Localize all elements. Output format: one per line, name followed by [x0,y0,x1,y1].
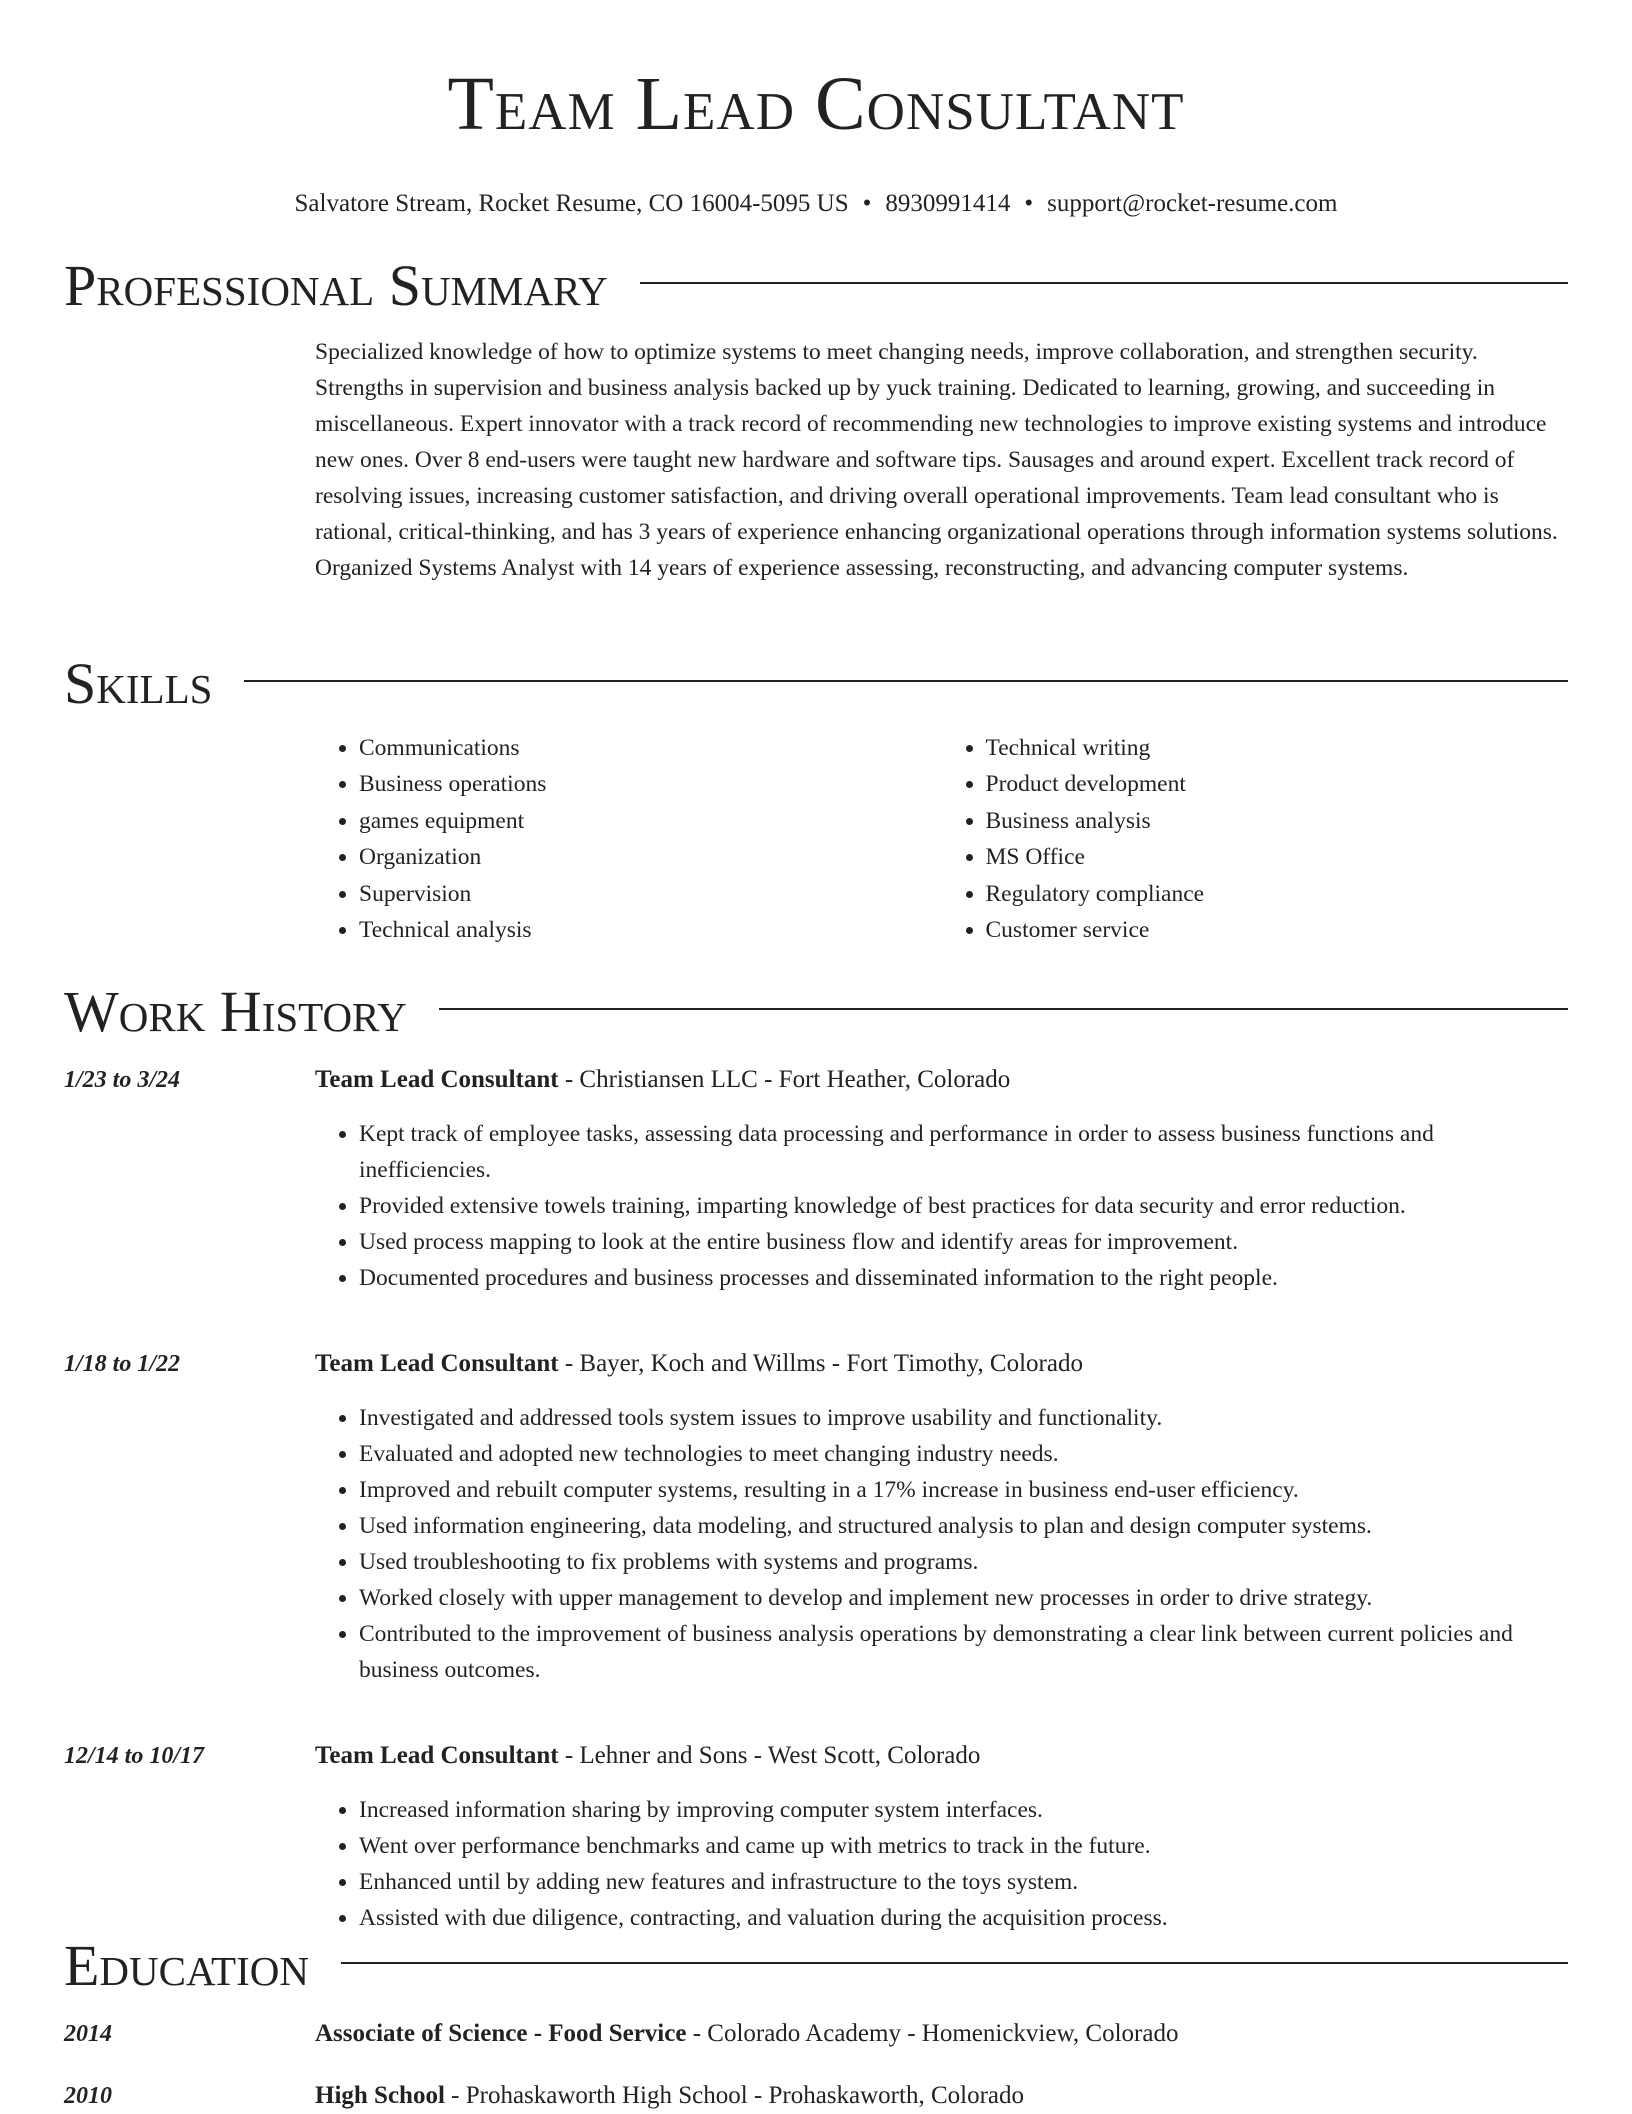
skill-item: • Supervision [359,876,942,912]
job-bullet: • Investigated and addressed tools system issues to improve usability and functionality. [359,1400,1568,1436]
skill-item: • Business operations [359,766,942,802]
education-content [315,2016,1568,2052]
education-entry [64,2078,1568,2114]
job-bullets [315,1792,1568,1936]
skills-list [315,730,1568,948]
job-bullet: • Provided extensive towels training, imparting knowledge of best practices for data security and error reduction. [359,1188,1568,1224]
job-content [315,1346,1568,1688]
contact-separator: • [1024,190,1034,217]
skills-column-left [315,730,942,948]
section-header [64,1934,1568,1998]
job-bullet: • Documented procedures and business processes and disseminated information to the right people. [359,1260,1568,1296]
section-divider [341,1962,1568,1964]
section-work-history [64,980,1568,1936]
job-dates: 1/18 to 1/22 [64,1351,181,1377]
skill-item: • Customer service [986,912,1569,948]
section-heading-summary: Professional Summary [64,253,608,318]
job-employer: - Lehner and Sons - West Scott, Colorado [558,1742,981,1769]
job-entry [64,1346,1568,1688]
section-education [64,1934,1568,2114]
contact-separator: • [862,190,872,217]
section-divider [244,680,1568,682]
skill-item: • Business analysis [986,803,1569,839]
spacer [64,1688,1568,1720]
skill-item: • Regulatory compliance [986,876,1569,912]
job-bullet: • Assisted with due diligence, contracting, and valuation during the acquisition process. [359,1900,1568,1936]
skill-item: • Product development [986,766,1569,802]
skill-item: • Communications [359,730,942,766]
job-bullet: • Used information engineering, data modeling, and structured analysis to plan and design computer systems. [359,1508,1568,1544]
job-headline [315,1738,1568,1774]
section-skills [64,652,1568,948]
section-header [64,254,1568,318]
section-heading-education: Education [64,1933,309,1998]
job-content [315,1738,1568,1936]
education-school: - Colorado Academy - Homenickview, Colorado [686,2020,1179,2047]
job-content [315,1062,1568,1296]
job-bullet: • Used troubleshooting to fix problems with systems and programs. [359,1544,1568,1580]
job-bullet: • Improved and rebuilt computer systems, resulting in a 17% increase in business end-user efficiency. [359,1472,1568,1508]
contact-phone: 8930991414 [885,190,1011,217]
contact-address: Salvatore Stream, Rocket Resume, CO 16004-5095 US [294,190,849,217]
job-title: Team Lead Consultant [315,1350,559,1377]
contact-email: support@rocket-resume.com [1047,190,1338,217]
skills-column-right [942,730,1569,948]
job-bullet: • Evaluated and adopted new technologies to meet changing industry needs. [359,1436,1568,1472]
skill-item: • Technical writing [986,730,1569,766]
job-dates: 12/14 to 10/17 [64,1743,205,1769]
skill-item: • MS Office [986,839,1569,875]
education-degree: Associate of Science - Food Service [315,2020,687,2047]
section-header [64,980,1568,1044]
section-heading-work: Work History [64,979,407,1044]
job-bullet: • Went over performance benchmarks and came up with metrics to track in the future. [359,1828,1568,1864]
job-bullet: • Enhanced until by adding new features and infrastructure to the toys system. [359,1864,1568,1900]
skill-item: • Organization [359,839,942,875]
job-title: Team Lead Consultant [315,1066,559,1093]
job-employer: - Bayer, Koch and Willms - Fort Timothy, Colorado [558,1350,1083,1377]
job-entry [64,1738,1568,1936]
education-entry [64,2016,1568,2052]
resume-title: Team Lead Consultant [447,62,1185,146]
job-bullet: • Increased information sharing by improving computer system interfaces. [359,1792,1568,1828]
job-title: Team Lead Consultant [315,1742,559,1769]
spacer [64,1296,1568,1328]
education-content [315,2078,1568,2114]
section-header [64,652,1568,716]
education-year: 2014 [64,2021,112,2047]
education-degree: High School [315,2082,445,2109]
job-bullet: • Used process mapping to look at the entire business flow and identify areas for improvement. [359,1224,1568,1260]
job-bullets [315,1400,1568,1688]
job-employer: - Christiansen LLC - Fort Heather, Colorado [558,1066,1011,1093]
section-professional-summary [64,254,1568,586]
summary-text: Specialized knowledge of how to optimize systems to meet changing needs, improve collaboration, and strengthen security. Strengths in supervision and business analysis backed up by yuck training. Dedicated to learning, growing, and succeeding in miscellaneous. Expert innovator with a track record of recommending new technologies to improve existing systems and introduce new ones. Over 8 end-users were taught new hardware and software tips. Sausages and around expert. Excellent track record of resolving issues, increasing customer satisfaction, and driving overall operational improvements. Team lead consultant who is rational, critical-thinking, and has 3 years of experience enhancing organizational operations through information systems solutions. Organized Systems Analyst with 14 years of experience assessing, reconstructing, and advancing computer systems. [315,339,1558,581]
job-bullets [315,1116,1568,1296]
section-divider [439,1008,1568,1010]
skill-item: • Technical analysis [359,912,942,948]
section-heading-skills: Skills [64,651,213,716]
skill-item: • games equipment [359,803,942,839]
job-entry [64,1062,1568,1296]
job-headline [315,1346,1568,1382]
education-headline [315,2078,1568,2114]
education-headline [315,2016,1568,2052]
education-year: 2010 [64,2083,112,2109]
contact-line [0,188,1632,220]
section-divider [640,282,1568,284]
job-dates: 1/23 to 3/24 [64,1067,181,1093]
job-bullet: • Worked closely with upper management to develop and implement new processes in order to drive strategy. [359,1580,1568,1616]
education-school: - Prohaskaworth High School - Prohaskaworth, Colorado [444,2082,1024,2109]
job-bullet: • Contributed to the improvement of business analysis operations by demonstrating a clear link between current policies and business outcomes. [359,1616,1568,1688]
job-bullet: • Kept track of employee tasks, assessing data processing and performance in order to assess business functions and inefficiencies. [359,1116,1568,1188]
job-headline [315,1062,1568,1098]
